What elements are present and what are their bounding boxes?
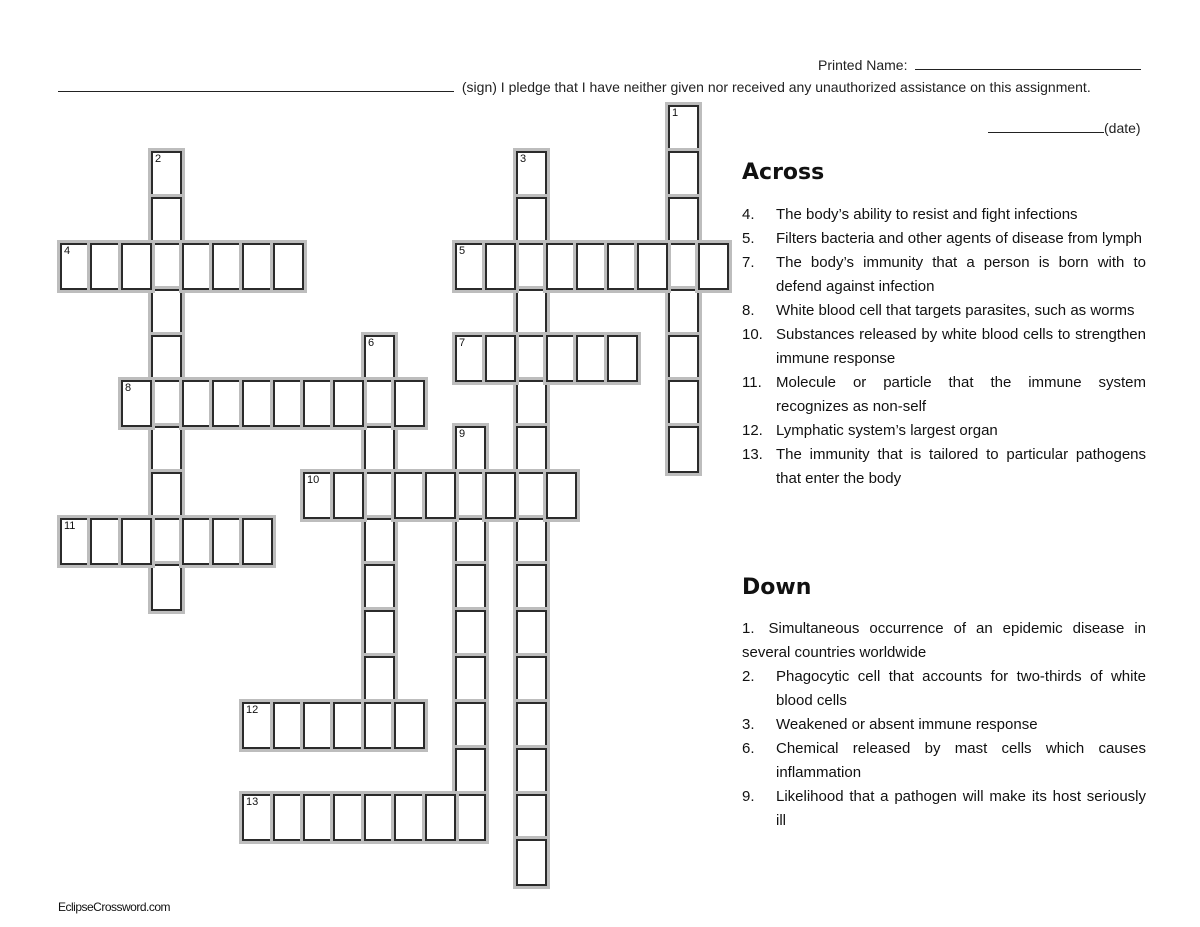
crossword-cell[interactable] [151,197,182,244]
clue-item-number: 6. [742,740,755,757]
crossword-cell-9[interactable] [455,426,486,473]
printed-name-label: Printed Name: [818,57,908,73]
crossword-cell[interactable] [394,702,425,749]
printed-name-line [818,56,1141,73]
crossword-cell-8[interactable] [121,380,152,427]
crossword-cell[interactable] [516,380,547,427]
crossword-cell[interactable] [516,748,547,795]
clue-number: 4 [64,245,71,257]
crossword-cell[interactable] [364,472,395,519]
crossword-cell[interactable] [242,518,273,565]
clue-item-text: Lymphatic system’s largest organ [776,422,998,439]
crossword-cell[interactable] [516,794,547,841]
signature-blank[interactable] [58,78,454,92]
crossword-cell[interactable] [455,748,486,795]
crossword-cell[interactable] [516,564,547,611]
crossword-cell[interactable] [668,243,699,290]
crossword-cell[interactable] [516,289,547,336]
crossword-cell[interactable] [516,243,547,290]
clue-number: 6 [368,337,375,349]
crossword-cell-7[interactable] [455,335,486,382]
crossword-cell[interactable] [668,289,699,336]
crossword-cell[interactable] [151,243,182,290]
crossword-cell[interactable] [182,380,213,427]
clue-number: 9 [459,428,466,440]
crossword-cell[interactable] [668,335,699,382]
crossword-cell[interactable] [576,335,607,382]
clue-item [742,665,1146,713]
clue-number: 5 [459,245,466,257]
crossword-cell[interactable] [546,472,577,519]
crossword-cell[interactable] [242,380,273,427]
clue-item-text: The body’s immunity that a person is born with to defend against infection [776,254,1146,295]
crossword-cell[interactable] [607,335,638,382]
clue-number: 8 [125,382,132,394]
crossword-cell[interactable] [364,794,395,841]
clue-item-text: Simultaneous occurrence of an epidemic disease in several countries worldwide [742,620,1146,661]
crossword-cell[interactable] [151,380,182,427]
clue-item-number: 13. [742,446,763,463]
clue-number: 10 [307,474,320,486]
clue-number: 12 [246,704,259,716]
down-heading: Down [742,575,812,600]
clue-item [742,371,1146,419]
clue-item [742,203,1146,227]
clue-item-text: Likelihood that a pathogen will make its host seriously ill [776,788,1146,829]
clue-number: 11 [64,520,76,532]
crossword-cell[interactable] [212,380,243,427]
crossword-cell[interactable] [212,243,243,290]
clue-item-number: 8. [742,302,755,319]
date-label: (date) [1104,120,1141,136]
crossword-cell[interactable] [273,794,304,841]
crossword-cell[interactable] [455,702,486,749]
pledge-line [58,78,1091,95]
clue-item [742,443,1146,491]
crossword-cell[interactable] [151,518,182,565]
clue-item-text: Filters bacteria and other agents of disease from lymph [776,230,1143,247]
crossword-cell[interactable] [516,518,547,565]
clue-item-number: 10. [742,326,763,343]
crossword-cell[interactable] [273,380,304,427]
clue-item-text: The body’s ability to resist and fight infections [776,206,1078,223]
crossword-cell-6[interactable] [364,335,395,382]
crossword-cell[interactable] [394,794,425,841]
crossword-cell[interactable] [151,426,182,473]
crossword-cell[interactable] [273,702,304,749]
crossword-cell[interactable] [516,335,547,382]
crossword-cell[interactable] [455,472,486,519]
crossword-cell[interactable] [364,518,395,565]
crossword-cell[interactable] [333,380,364,427]
clue-item [742,299,1146,323]
crossword-cell[interactable] [90,243,121,290]
clue-item-text: Substances released by white blood cells to strengthen immune response [776,326,1146,367]
crossword-cell[interactable] [394,472,425,519]
crossword-cell[interactable] [333,472,364,519]
crossword-cell[interactable] [121,518,152,565]
crossword-cell[interactable] [668,380,699,427]
crossword-cell-4[interactable] [60,243,91,290]
clue-item [742,785,1146,833]
crossword-cell[interactable] [485,472,516,519]
pledge-text: (sign) I pledge that I have neither given nor received any unauthorized assistance on this assignment. [461,79,1091,95]
clue-item [742,251,1146,299]
crossword-cell[interactable] [394,380,425,427]
crossword-cell[interactable] [151,564,182,611]
crossword-cell[interactable] [516,610,547,657]
crossword-cell-13[interactable] [242,794,273,841]
clue-item-number: 2. [742,668,755,685]
crossword-cell[interactable] [364,610,395,657]
crossword-cell[interactable] [364,702,395,749]
crossword-cell[interactable] [516,702,547,749]
clue-item-text: Weakened or absent immune response [776,716,1038,733]
footer-credit: EclipseCrossword.com [58,900,171,914]
crossword-cell[interactable] [637,243,668,290]
crossword-cell[interactable] [121,243,152,290]
across-clues [742,203,1146,491]
clue-item-text: The immunity that is tailored to particular pathogens that enter the body [776,446,1146,487]
crossword-cell[interactable] [546,335,577,382]
crossword-cell[interactable] [516,197,547,244]
clue-item-text: Molecule or particle that the immune system recognizes as non-self [776,374,1146,415]
crossword-cell-11[interactable] [60,518,91,565]
crossword-cell[interactable] [303,702,334,749]
clue-number: 13 [246,796,259,808]
crossword-cell-1[interactable] [668,105,699,152]
clue-item-number: 11. [742,374,762,391]
clue-item-number: 9. [742,788,755,805]
across-heading: Across [742,160,825,185]
crossword-cell[interactable] [90,518,121,565]
crossword-cell[interactable] [303,380,334,427]
crossword-cell[interactable] [425,472,456,519]
crossword-cell-2[interactable] [151,151,182,198]
crossword-cell[interactable] [151,472,182,519]
crossword-cell[interactable] [668,197,699,244]
printed-name-blank[interactable] [915,56,1141,70]
clue-item-number: 4. [742,206,755,223]
crossword-cell[interactable] [455,564,486,611]
crossword-cell[interactable] [182,518,213,565]
clue-item [742,227,1146,251]
clue-item-text: White blood cell that targets parasites, such as worms [776,302,1135,319]
crossword-cell[interactable] [668,426,699,473]
clue-number: 2 [155,153,162,165]
crossword-cell-10[interactable] [303,472,334,519]
crossword-cell[interactable] [151,335,182,382]
crossword-cell[interactable] [273,243,304,290]
crossword-cell[interactable] [455,518,486,565]
crossword-cell[interactable] [516,426,547,473]
crossword-cell[interactable] [485,243,516,290]
clue-item [742,713,1146,737]
crossword-cell[interactable] [212,518,243,565]
crossword-cell[interactable] [455,794,486,841]
crossword-cell[interactable] [516,656,547,703]
down-clues [742,617,1146,833]
clue-item [742,737,1146,785]
crossword-cell[interactable] [607,243,638,290]
crossword-cell[interactable] [546,243,577,290]
crossword-cell[interactable] [242,243,273,290]
crossword-cell[interactable] [455,610,486,657]
clue-number: 3 [520,153,527,165]
crossword-cell[interactable] [303,794,334,841]
date-line [988,119,1141,136]
crossword-cell[interactable] [425,794,456,841]
crossword-cell[interactable] [485,335,516,382]
clue-item-number: 5. [742,230,755,247]
crossword-cell-3[interactable] [516,151,547,198]
clue-item [742,617,1146,665]
crossword-cell-12[interactable] [242,702,273,749]
crossword-cell[interactable] [151,289,182,336]
clue-item-number: 12. [742,422,763,439]
clue-item [742,323,1146,371]
crossword-cell[interactable] [333,794,364,841]
crossword-cell[interactable] [364,380,395,427]
crossword-cell[interactable] [698,243,729,290]
crossword-cell[interactable] [455,656,486,703]
clue-number: 7 [459,337,466,349]
crossword-cell[interactable] [182,243,213,290]
crossword-cell[interactable] [516,839,547,886]
clue-item-number: 1. [742,620,755,637]
clue-item-text: Phagocytic cell that accounts for two-thirds of white blood cells [776,668,1146,709]
crossword-cell[interactable] [364,656,395,703]
crossword-cell-5[interactable] [455,243,486,290]
date-blank[interactable] [988,119,1104,133]
crossword-cell[interactable] [668,151,699,198]
crossword-cell[interactable] [364,426,395,473]
clue-number: 1 [672,107,679,119]
crossword-cell[interactable] [576,243,607,290]
clue-item-text: Chemical released by mast cells which causes inflammation [776,740,1146,781]
crossword-cell[interactable] [333,702,364,749]
clue-item-number: 3. [742,716,755,733]
crossword-cell[interactable] [516,472,547,519]
clue-item-number: 7. [742,254,755,271]
clue-item [742,419,1146,443]
crossword-cell[interactable] [364,564,395,611]
